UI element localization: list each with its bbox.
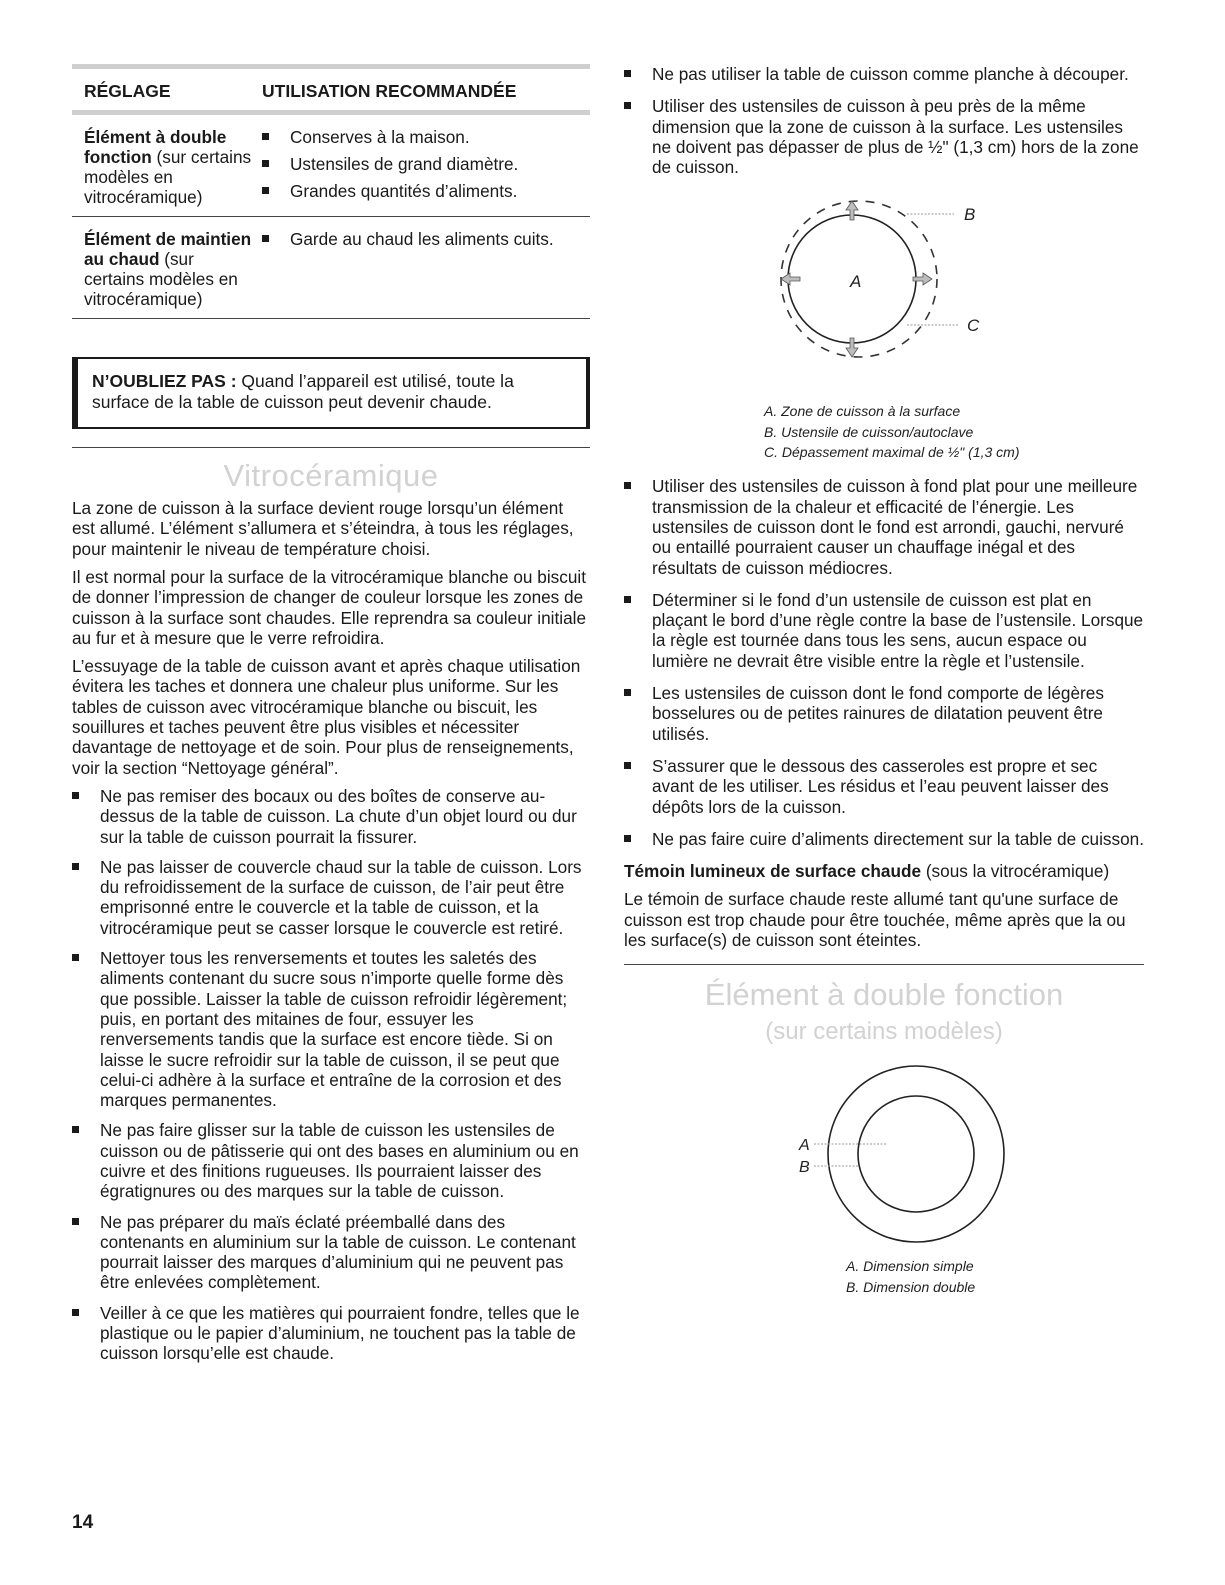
section-title-vitroceramique: Vitrocéramique bbox=[223, 457, 439, 493]
list-item bbox=[624, 96, 1144, 177]
reminder-label: N’OUBLIEZ PAS : bbox=[92, 370, 237, 391]
reminder-box bbox=[72, 357, 590, 429]
vitro-bullet-list bbox=[72, 786, 590, 1364]
bullet-icon bbox=[72, 786, 100, 847]
arrow-left-icon bbox=[781, 273, 800, 285]
cookware-size-diagram bbox=[624, 189, 1144, 399]
list-item bbox=[262, 181, 590, 201]
paragraph: Il est normal pour la surface de la vitrocéramique blanche ou biscuit de donner l’impression de changer de couleur lorsque les zones de cuisson à la surface sont chaudes. Elle reprendra sa couleur initiale au fur et à mesure que le verre refroidira. bbox=[72, 566, 587, 648]
list-item bbox=[72, 1303, 590, 1364]
bullet-icon bbox=[72, 1120, 100, 1201]
paragraph: L’essuyage de la table de cuisson avant et après chaque utilisation évitera les taches et donnera une chaleur plus uniforme. Sur les tables de cuisson avec vitrocéramique blanche ou biscuit, les souillures et taches peuvent être plus visibles et nécessiter davantage de nettoyage et de soin. Pour plus de renseignements, voir la section “Nettoyage général”. bbox=[72, 656, 581, 778]
caption: B. Ustensile de cuisson/autoclave bbox=[764, 423, 974, 440]
header-setting: RÉGLAGE bbox=[84, 81, 171, 101]
list-item-text: Déterminer si le fond d’un ustensile de cuisson est plat en plaçant le bord d’une règle contre la base de l’ustensile. Lorsque la règle est tournée dans tous les sens, aucun espace ou lumière ne devrait être visible entre la règle et l’ustensile. bbox=[652, 589, 1144, 671]
hot-surface-indicator-heading bbox=[624, 861, 1144, 881]
list-item bbox=[72, 857, 590, 938]
bullet-icon bbox=[624, 756, 652, 817]
divider bbox=[72, 447, 590, 448]
bullet-icon bbox=[624, 476, 652, 577]
bullet-icon bbox=[624, 96, 652, 177]
bullet-icon bbox=[72, 1303, 100, 1364]
list-item bbox=[624, 683, 1144, 744]
caption: B. Dimension double bbox=[846, 1278, 976, 1295]
bullet-icon bbox=[262, 229, 290, 249]
list-item-text: Nettoyer tous les renversements et toutes les saletés des aliments contenant du sucre sous n’importe quelle forme dès que possible. Laisser la table de cuisson refroidir légèrement; puis, en portant des mitaines de four, essuyer les renversements tandis que la surface est encore tiède. Si on laisse le sucre refroidir sur la table de cuisson, il se peut que celui-ci adhère à la surface et entraîne de la corrosion et des marques permanentes. bbox=[100, 948, 568, 1111]
use-text: Ustensiles de grand diamètre. bbox=[290, 153, 519, 174]
dual-diagram-captions bbox=[624, 1256, 1144, 1297]
table-row bbox=[72, 217, 590, 319]
bullet-icon bbox=[72, 948, 100, 1110]
settings-table bbox=[72, 64, 590, 319]
indicator-note: (sous la vitrocéramique) bbox=[921, 861, 1110, 882]
cookware-diagram-graphic bbox=[624, 189, 1144, 399]
list-item-text: Ne pas remiser des bocaux ou des boîtes de conserve au-dessus de la table de cuisson. La chute d’un objet lourd ou dur sur la table de cuisson pourrait la fissurer. bbox=[100, 785, 577, 847]
left-column bbox=[72, 64, 590, 1374]
arrow-up-icon bbox=[846, 201, 858, 220]
list-item bbox=[624, 829, 1144, 849]
label-c: C bbox=[967, 316, 980, 336]
bullet-icon bbox=[624, 590, 652, 671]
list-item-text: Ne pas préparer du maïs éclaté préemballé dans des contenants en aluminium sur la table de cuisson. Le contenant pourrait laisser des marques d’aluminium qui ne peuvent pas être enlevées complètement. bbox=[100, 1211, 576, 1293]
list-item-text: Ne pas utiliser la table de cuisson comme planche à découper. bbox=[652, 64, 1129, 84]
list-item-text: Ne pas faire glisser sur la table de cuisson les ustensiles de cuisson ou de pâtisserie qui ont des bases en aluminium ou en cuivre et des finitions rugueuses. Ils pourraient laisser des égratignures ou des marques sur la table de cuisson. bbox=[100, 1120, 579, 1202]
indicator-title: Témoin lumineux de surface chaude bbox=[624, 861, 922, 882]
use-cell bbox=[262, 127, 590, 208]
caption: C. Dépassement maximal de ½" (1,3 cm) bbox=[764, 444, 1020, 461]
paragraph: Le témoin de surface chaude reste allumé tant qu'une surface de cuisson est trop chaude pour être touchée, même après que la ou les surface(s) de cuisson sont éteintes. bbox=[624, 889, 1126, 951]
section-subtitle: (sur certains modèles) bbox=[765, 1017, 1003, 1045]
bullet-icon bbox=[624, 829, 652, 849]
label-a: A bbox=[799, 1137, 810, 1155]
right-column bbox=[624, 64, 1144, 1297]
settings-table-header bbox=[72, 64, 590, 115]
cookware-bullet-list-top bbox=[624, 64, 1144, 177]
list-item bbox=[624, 64, 1144, 84]
use-cell bbox=[262, 229, 590, 310]
label-b: B bbox=[799, 1159, 810, 1177]
header-recommended-use: UTILISATION RECOMMANDÉE bbox=[262, 81, 517, 101]
use-text: Conserves à la maison. bbox=[290, 126, 470, 147]
list-item-text: Ne pas laisser de couvercle chaud sur la table de cuisson. Lors du refroidissement de la surface de cuisson, de l’air peut être emprisonné entre le couvercle et la table de cuisson, et la vitrocéramique peut se casser lorsque le couvercle est retiré. bbox=[100, 856, 582, 938]
list-item bbox=[624, 476, 1144, 577]
label-b: B bbox=[964, 205, 976, 225]
divider bbox=[624, 964, 1144, 965]
bullet-icon bbox=[262, 154, 290, 174]
bullet-icon bbox=[624, 64, 652, 84]
cookware-bullet-list bbox=[624, 476, 1144, 849]
list-item-text: S’assurer que le dessous des casseroles est propre et sec avant de les utiliser. Les résidus et l’eau peuvent laisser des dépôts lors de la cuisson. bbox=[652, 755, 1109, 817]
list-item-text: Veiller à ce que les matières qui pourraient fondre, telles que le plastique ou le papier d’aluminium, ne touchent pas la table de cuisson lorsqu’elle est chaude. bbox=[100, 1302, 580, 1364]
list-item bbox=[72, 1212, 590, 1293]
caption: A. Zone de cuisson à la surface bbox=[764, 403, 961, 420]
list-item bbox=[624, 756, 1144, 817]
use-text: Grandes quantités d’aliments. bbox=[290, 180, 518, 201]
list-item bbox=[72, 948, 590, 1110]
list-item-text: Utiliser des ustensiles de cuisson à peu près de la même dimension que la zone de cuisson à la surface. Les ustensiles ne doivent pas dépasser de plus de ½" (1,3 cm) hors de la zone de cuisson. bbox=[652, 96, 1139, 178]
setting-name: Élément de maintien au chaud bbox=[84, 229, 252, 270]
table-row bbox=[72, 115, 590, 217]
setting-note: (sur certains modèles en vitrocéramique) bbox=[84, 146, 252, 208]
setting-cell bbox=[72, 229, 262, 310]
section-title-dual-element: Élément à double fonction bbox=[704, 977, 1064, 1013]
label-a: A bbox=[850, 272, 862, 292]
list-item-text: Ne pas faire cuire d’aliments directement sur la table de cuisson. bbox=[652, 828, 1144, 849]
use-text: Garde au chaud les aliments cuits. bbox=[290, 229, 554, 250]
caption: A. Dimension simple bbox=[846, 1258, 974, 1275]
list-item bbox=[72, 786, 590, 847]
list-item-text: Les ustensiles de cuisson dont le fond comporte de légères bosselures ou de petites rainures de dilatation peuvent être utilisés. bbox=[652, 683, 1104, 744]
setting-note: (sur certains modèles en vitrocéramique) bbox=[84, 249, 238, 310]
list-item bbox=[262, 154, 590, 174]
page-number: 14 bbox=[72, 1512, 94, 1533]
bullet-icon bbox=[72, 1212, 100, 1293]
setting-name: Élément à double fonction bbox=[84, 126, 227, 167]
bullet-icon bbox=[72, 857, 100, 938]
bullet-icon bbox=[624, 683, 652, 744]
outer-ring-outline bbox=[828, 1066, 1004, 1242]
bullet-icon bbox=[262, 127, 290, 147]
list-item-text: Utiliser des ustensiles de cuisson à fond plat pour une meilleure transmission de la chaleur et efficacité de l’énergie. Les ustensiles de cuisson dont le fond est arrondi, gauchi, nervuré ou entaillé pourraient causer un chauffage inégal et des résultats de cuisson médiocres. bbox=[652, 476, 1138, 578]
list-item bbox=[72, 1120, 590, 1201]
list-item bbox=[624, 590, 1144, 671]
setting-cell bbox=[72, 127, 262, 208]
arrow-down-icon bbox=[846, 338, 858, 357]
reminder-text: Quand l’appareil est utilisé, toute la surface de la table de cuisson peut devenir chaude. bbox=[92, 370, 514, 412]
bullet-icon bbox=[262, 181, 290, 201]
dual-element-diagram bbox=[624, 1062, 1144, 1252]
paragraph: La zone de cuisson à la surface devient rouge lorsqu’un élément est allumé. L’élément s’allumera et s’éteindra, à tous les réglages, pour maintenir le niveau de température choisi. bbox=[72, 498, 574, 559]
diagram-captions bbox=[624, 401, 1144, 462]
list-item bbox=[262, 127, 590, 147]
dual-element-graphic bbox=[624, 1062, 1144, 1252]
inner-ring-outline bbox=[858, 1096, 974, 1212]
list-item bbox=[262, 229, 590, 249]
